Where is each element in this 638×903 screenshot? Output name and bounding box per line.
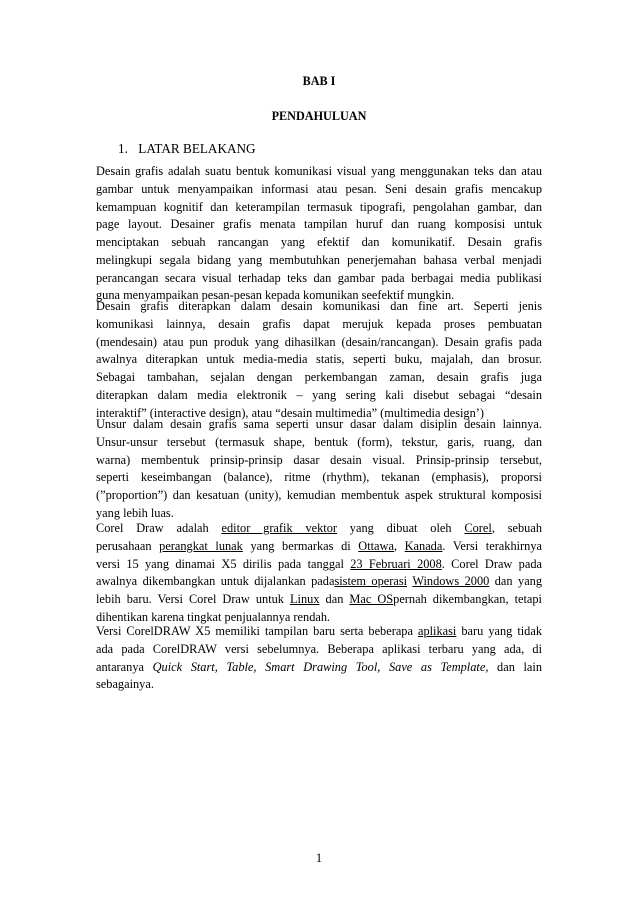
link-linux[interactable]: Linux <box>290 592 320 606</box>
text-run: versi 15 yang dinamai X5 dirilis pada tanggal <box>96 556 351 571</box>
text-run: yang bermarkas di <box>242 538 359 553</box>
paragraph-line: gambar untuk menyampaikan informasi atau pesan. Seni desain grafis mencakup <box>96 181 542 196</box>
text-run: Corel Draw adalah <box>96 521 222 535</box>
section-title: LATAR BELAKANG <box>138 141 256 156</box>
paragraph-line <box>96 659 542 677</box>
paragraph-line: ada pada CorelDRAW versi sebelumnya. Beberapa aplikasi terbaru yang ada, di <box>96 641 542 656</box>
link-windows-2000[interactable]: Windows 2000 <box>412 574 490 589</box>
paragraph-line: menciptakan sebuah rancangan yang efektif dan komunikatif. Desain grafis <box>96 235 542 249</box>
italic-feature-list: Quick Start, Table, Smart Drawing Tool, Save as Template <box>152 659 486 674</box>
link-ottawa[interactable]: Ottawa <box>358 538 394 553</box>
text-run: baru yang tidak <box>456 624 542 638</box>
text-run: pernah dikembangkan, tetapi <box>393 592 542 606</box>
paragraph-line <box>96 591 542 609</box>
paragraph-line: warna) membentuk prinsip-prinsip dasar desain visual. Prinsip-prinsip tersebut, <box>96 452 542 467</box>
page-number: 1 <box>315 851 323 865</box>
link-kanada[interactable]: Kanada <box>404 538 443 553</box>
link-sistem-operasi[interactable]: sistem operasi <box>334 574 408 589</box>
paragraph-line: melingkupi segala bidang yang membutuhkan penerjemahan bahasa verbal menjadi <box>96 252 542 267</box>
text-run: , dan lain <box>485 659 543 674</box>
paragraph-line: Desain grafis adalah suatu bentuk komunikasi visual yang menggunakan teks dan atau <box>96 164 542 178</box>
paragraph-1 <box>96 163 542 305</box>
paragraph-line <box>96 623 542 641</box>
paragraph-line: perancangan secara visual terhadap teks dan gambar pada berbagai media publikasi <box>96 270 542 285</box>
text-run: dan yang <box>489 574 543 589</box>
paragraph-line: kemampuan kognitif dan keterampilan termasuk tipografi, pengolahan gambar, dan <box>96 199 542 214</box>
link-perangkat-lunak[interactable]: perangkat lunak <box>159 538 243 553</box>
chapter-heading: BAB I <box>302 74 336 88</box>
text-run: yang dibuat oleh <box>336 521 465 535</box>
paragraph-2 <box>96 298 542 422</box>
text-run: dan <box>319 592 350 606</box>
paragraph-line: awalnya diterapkan untuk media-media statis, seperti buku, majalah, dan brosur. <box>96 352 542 367</box>
section-number: 1. <box>118 141 128 156</box>
paragraph-4 <box>96 520 542 627</box>
text-run: . Versi terakhirnya <box>442 538 542 553</box>
text-run: , <box>393 538 405 553</box>
paragraph-line: sebagainya. <box>96 677 154 692</box>
paragraph-line <box>96 573 542 591</box>
paragraph-line: diterapkan dalam media elektronik – yang sering kali disebut sebagai “desain <box>96 387 542 402</box>
link-editor-grafik-vektor[interactable]: editor grafik vektor <box>221 521 337 535</box>
paragraph-line <box>96 556 542 574</box>
paragraph-line: (mendesain) atau pun produk yang dihasilkan (desain/rancangan). Desain grafis pada <box>96 334 542 349</box>
paragraph-5 <box>96 623 542 694</box>
link-aplikasi[interactable]: aplikasi <box>417 624 457 638</box>
link-release-date[interactable]: 23 Februari 2008 <box>350 556 442 571</box>
paragraph-line <box>96 538 542 556</box>
paragraph-3 <box>96 416 542 523</box>
paragraph-line: yang lebih luas. <box>96 505 174 520</box>
section-heading <box>118 141 256 157</box>
text-run: perusahaan <box>96 538 160 553</box>
paragraph-line: page layout. Desainer grafis menata tampilan huruf dan ruang komposisi untuk <box>96 217 542 232</box>
text-run: antaranya <box>96 659 153 674</box>
text-run: awalnya dikembangkan untuk dijalankan pada <box>96 574 335 589</box>
paragraph-line <box>96 520 542 538</box>
chapter-title: PENDAHULUAN <box>271 109 367 123</box>
paragraph-line: dihentikan karena tingkat penjualannya rendah. <box>96 609 331 624</box>
paragraph-line: Unsur-unsur tersebut (termasuk shape, bentuk (form), tekstur, garis, ruang, dan <box>96 434 542 449</box>
text-run: . Corel Draw pada <box>441 556 542 571</box>
paragraph-line: (”proportion”) dan kesatuan (unity), kemudian membentuk aspek struktural komposisi <box>96 488 542 502</box>
paragraph-line: Desain grafis diterapkan dalam desain komunikasi dan fine art. Seperti jenis <box>96 299 542 313</box>
paragraph-line: interaktif” (interactive design), atau “desain multimedia” (multimedia design’) <box>96 405 484 420</box>
paragraph-line: guna menyampaikan pesan-pesan kepada komunikan seefektif mungkin. <box>96 288 455 303</box>
paragraph-line: komunikasi lainnya, desain grafis dapat merujuk kepada proses pembuatan <box>96 316 542 331</box>
link-corel[interactable]: Corel <box>464 521 492 535</box>
text-run: , sebuah <box>491 521 542 535</box>
paragraph-line: Sebagai tambahan, sejalan dengan perkembangan zaman, desain grafis juga <box>96 370 542 384</box>
paragraph-line: Unsur dalam desain grafis sama seperti unsur dasar dalam disiplin desain lainnya. <box>96 417 542 431</box>
paragraph-line: seperti keseimbangan (balance), ritme (rhythm), tekanan (emphasis), proporsi <box>96 470 542 485</box>
link-mac-os[interactable]: Mac OS <box>349 592 394 606</box>
text-run: lebih baru. Versi Corel Draw untuk <box>96 592 291 606</box>
text-run: Versi CorelDRAW X5 memiliki tampilan baru serta beberapa <box>96 624 418 638</box>
